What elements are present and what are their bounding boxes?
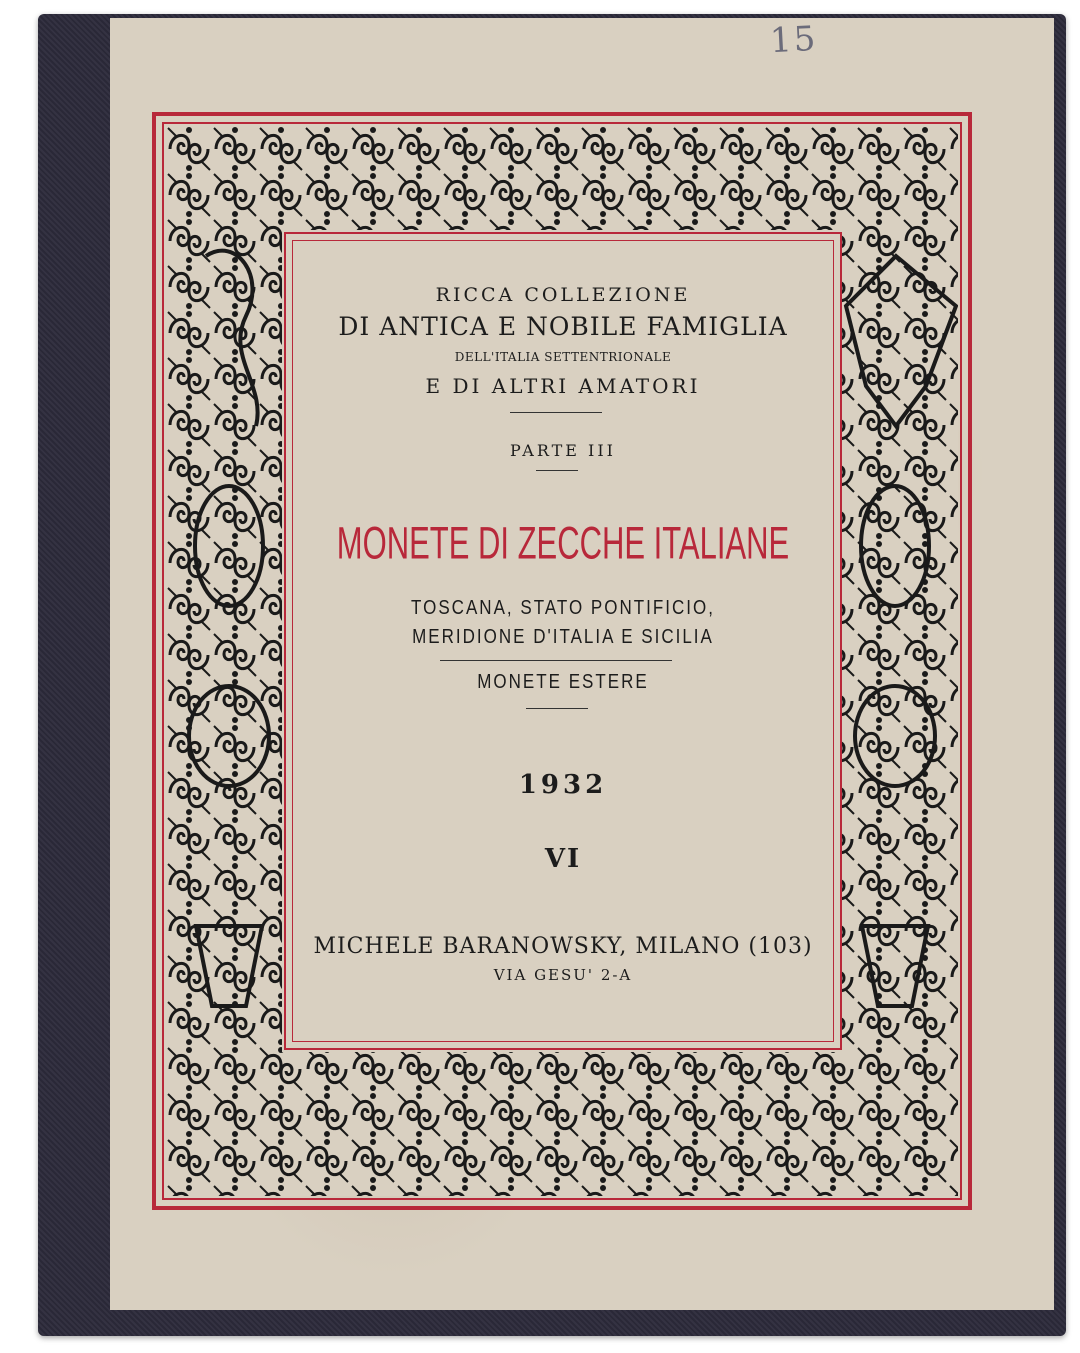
collection-line-1: RICCA COLLEZIONE [435,284,691,306]
subtitle-line-3: MONETE ESTERE [477,670,649,693]
divider-rule [536,470,578,471]
divider-rule [510,412,602,413]
volume-number: VI [544,844,582,874]
divider-rule [526,708,588,709]
publisher-address: VIA GESU' 2-A [493,966,633,984]
collection-line-3: DELL'ITALIA SETTENTRIONALE [454,350,672,364]
collection-line-4: E DI ALTRI AMATORI [425,374,701,398]
year: 1932 [518,770,608,800]
main-title: MONETE DI ZECCHE ITALIANE [336,517,790,569]
collection-line-2: DI ANTICA E NOBILE FAMIGLIA [338,312,788,341]
part-number: PARTE III [509,441,616,460]
divider-rule [440,660,672,661]
pencil-annotation: 15 [768,18,819,62]
subtitle-line-1: TOSCANA, STATO PONTIFICIO, [411,596,715,619]
publisher: MICHELE BARANOWSKY, MILANO (103) [313,934,813,959]
subtitle-line-2: MERIDIONE D'ITALIA E SICILIA [412,625,714,648]
